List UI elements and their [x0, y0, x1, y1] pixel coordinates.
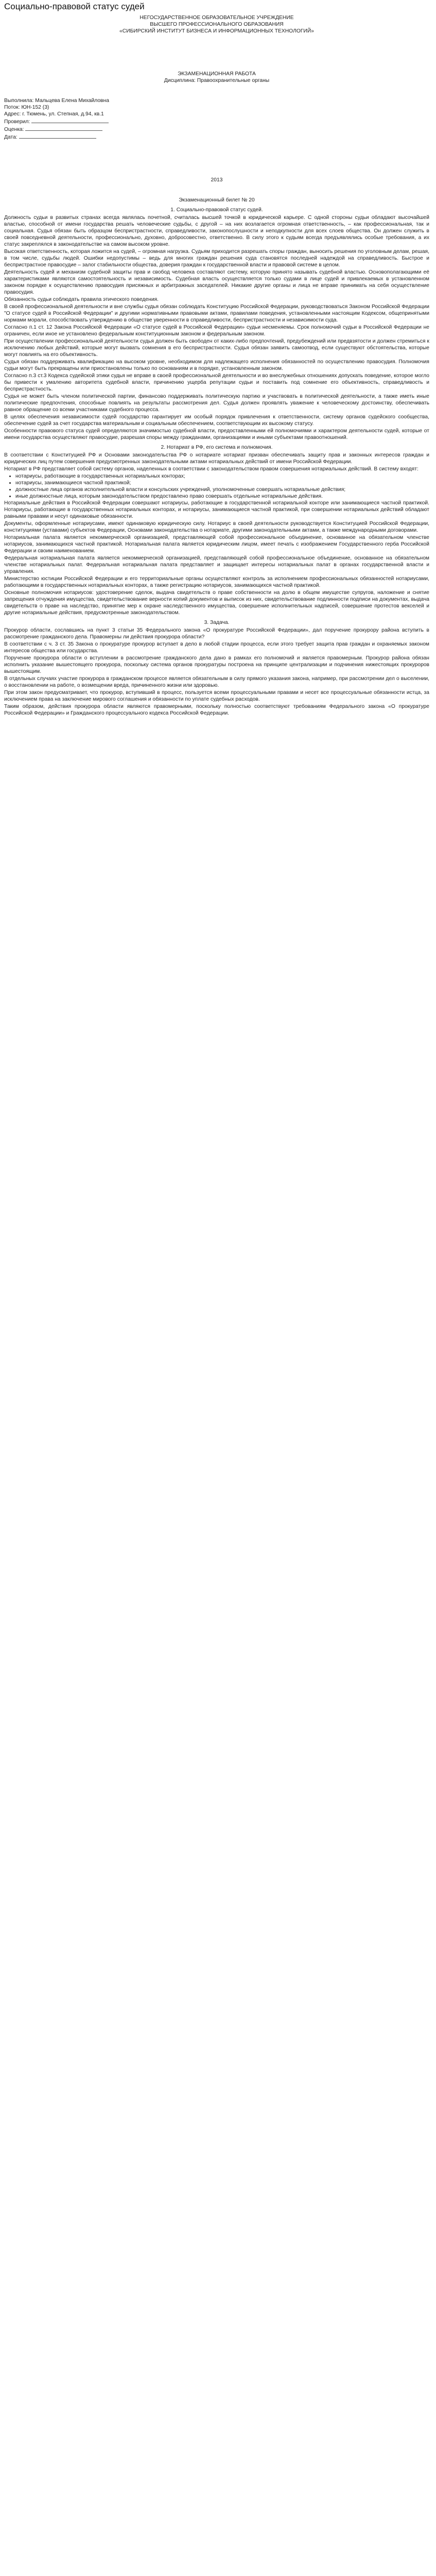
institution-line-1: НЕГОСУДАРСТВЕННОЕ ОБРАЗОВАТЕЛЬНОЕ УЧРЕЖДЕНИЕ	[139, 15, 294, 21]
notary-system-list	[4, 473, 429, 500]
question-3-body	[4, 627, 429, 717]
list-item: • нотариусы, работающие в государственных нотариальных конторах;	[15, 473, 429, 480]
question-3-heading: 3. Задача.	[204, 620, 230, 625]
paragraph: Обязанность судьи соблюдать правила этического поведения.	[4, 297, 159, 302]
paragraph: Согласно п.1 ст. 12 Закона Российской Федерации «О статусе судей в Российской Федерации» судьи несменяемы. Срок полномочий судьи в Российской Федерации не ограничен, если иное не установлено федеральным конституционным законом и федеральным законом.	[4, 325, 429, 337]
ticket-number: Экзаменационный билет № 20	[179, 197, 255, 203]
paragraph: Судья не может быть членом политической партии, финансово поддерживать политическую партию и участвовать в политической деятельности, а также иметь иные политические предпочтения, способные повлиять на результаты рассмотрения дел. Судья должен проявлять уважение к человеческому достоинству, обеспечивать равное обращение со всеми участниками судебного процесса.	[4, 394, 429, 413]
paragraph: Высокая ответственность, которая ложится на судей, – огромная нагрузка. Судьям приходится разрешать споры граждан, выносить решения по уголовным делам, решая, в том числе, судьбы людей. Ошибки недопустимы – ведь для многих граждан решения суда становятся последней надеждой на справедливость. Быстрое и беспристрастное правосудие – залог стабильности общества, доверия граждан к государственной власти и правовой системе в целом.	[4, 249, 429, 268]
paragraph: Согласно п.3 ст.3 Кодекса судейской этики судья не вправе в своей профессиональной деятельности и во внеслужебных отношениях допускать поведение, которое могло бы привести к умалению авторитета судебной власти, причинению ущерба репутации судьи и поставить под сомнение его объективность, справедливость и беспристрастность.	[4, 373, 429, 392]
list-item: • должностные лица органов исполнительной власти и консульских учреждений, уполномоченные совершать нотариальные действия;	[15, 486, 429, 493]
paragraph: Деятельность судей и механизм судебной защиты прав и свобод человека составляют систему, которую принято называть судебной властью. Основополагающими её характеристиками являются самостоятельность и независимость. Судебная власть осуществляется только судами в лице судей и привлекаемых в установленном законом порядке к осуществлению правосудия присяжных и арбитражных заседателей. Никакие другие органы и лица не вправе принимать на себя осуществление правосудия.	[4, 269, 429, 295]
paragraph: В соответствии с Конституцией РФ и Основами законодательства РФ о нотариате нотариат призван обеспечивать защиту прав и законных интересов граждан и юридических лиц путем совершения предусмотренных законодательными актами нотариальных действий от имени Российской Федерации.	[4, 452, 429, 465]
date-blank	[19, 133, 96, 139]
question-1-heading: 1. Социально-правовой статус судей.	[170, 207, 263, 213]
document-year: 2013	[211, 177, 223, 183]
paragraph: Федеральная нотариальная палата является некоммерческой организацией, представляющей собой профессиональное объединение, основанное на обязательном членстве нотариальных палат. Федеральная нотариальная палата представляет и защищает интересы нотариальных палат в органах государственной власти и управления.	[4, 555, 429, 574]
paragraph: Министерство юстиции Российской Федерации и его территориальные органы осуществляют контроль за исполнением профессиональных обязанностей нотариусами, работающими в государственных нотариальных конторах, а также регистрацию нотариусов, занимающихся частной практикой.	[4, 576, 429, 588]
exam-document	[4, 1, 429, 717]
checked-by-row	[4, 117, 429, 125]
paragraph: Особенности правового статуса судей определяются значимостью судебной власти, предоставленными ей полномочиями и характером деятельности судей, которые от имени государства осуществляют правосудие, разрешая споры между гражданами, организациями и иными субъектами правоотношений.	[4, 428, 429, 440]
paragraph: Нотариальная палата является некоммерческой организацией, представляющей собой профессиональное объединение, основанное на обязательном членстве нотариусов, занимающихся частной практикой. Нотариальная палата является юридическим лицом, имеет печать с изображением Государственного герба Российской Федерации и своим наименованием.	[4, 535, 429, 554]
question-2-body	[4, 452, 429, 616]
author-name: Выполнила: Мальцева Елена Михайловна	[4, 98, 109, 104]
spacer	[4, 183, 429, 197]
paragraph: Нотариат в РФ представляет собой систему органов, наделенных в соответствии с законодательством правом совершения нотариальных действий. В систему входят:	[4, 466, 418, 472]
paragraph: Должность судьи в развитых странах всегда являлась почетной, считалась высшей точкой в юридической карьере. С одной стороны судьи обладают высочайшей властью, способной от имени государства решать человеческие судьбы, с другой – на них возлагается огромная ответственность, – как профессиональная, так и социальная. Судья обязан быть образцом беспристрастности, справедливости, законопослушности и неподкупности для всех слоев общества. Он должен служить в своей повседневной деятельности, профессионально, духовно, добросовестно, ответственно. В силу этого к судьям всегда предъявлялись особые требования, а их статус закреплялся в законодательстве на самом высоком уровне.	[4, 215, 429, 247]
checked-by-label: Проверил:	[4, 119, 30, 125]
list-item: • иные должностные лица, которым законодательством предоставлено право совершать отдельные нотариальные действия.	[15, 493, 429, 500]
author-address: Адрес: г. Тюмень, ул. Степная, д.94, кв.1	[4, 111, 104, 117]
document-title: Социально-правовой статус судей	[4, 2, 145, 11]
grade-blank	[25, 125, 102, 131]
paragraph: Документы, оформленные нотариусами, имеют одинаковую юридическую силу. Нотариус в своей деятельности руководствуется Конституцией Российской Федерации, конституциями (уставами) субъектов Федерации, Основами законодательства о нотариате, другими законодательными актами, а также международными договорами.	[4, 521, 429, 533]
paragraph: В отдельных случаях участие прокурора в гражданском процессе является обязательным в силу прямого указания закона, например, при рассмотрении дел о выселении, о восстановлении на работе, о возмещении вреда, причиненного жизни или здоровью.	[4, 676, 429, 688]
paragraph: Основные полномочия нотариусов: удостоверение сделок, выдача свидетельств о праве собственности на долю в общем имуществе супругов, наложение и снятие запрещения отчуждения имущества, свидетельствование верности копий документов и выписок из них, свидетельствование подлинности подписи на документах, выдача свидетельств о праве на наследство, принятие мер к охране наследственного имущества, совершение исполнительных надписей, совершение протестов векселей и другие нотариальные действия, предусмотренные законодательством.	[4, 590, 429, 616]
paragraph: В целях обеспечения независимости судей государство гарантирует им особый порядок привлечения к ответственности, систему органов судейского сообщества, обеспечение судей за счет государства материальным и социальным обеспечением, соответствующим их высокому статусу.	[4, 414, 429, 427]
question-1-body	[4, 214, 429, 441]
paragraph: При осуществлении профессиональной деятельности судья должен быть свободен от каких-либо предпочтений, предубеждений или предвзятости и должен стремиться к исключению любых действий, которые могут вызвать сомнения в его беспристрастности. Судья обязан заявить самоотвод, если существуют обстоятельства, которые могут повлиять на его объективность.	[4, 338, 429, 358]
paragraph: В своей профессиональной деятельности и вне службы судья обязан соблюдать Конституцию Российской Федерации, руководствоваться Законом Российской Федерации "О статусе судей в Российской Федерации" и другими нормативными правовыми актами, правилами поведения, установленными настоящим Кодексом, общепринятыми нормами морали, способствовать утверждению в обществе уверенности в справедливости, беспристрастности и независимости суда.	[4, 304, 429, 323]
grade-row	[4, 125, 429, 133]
spacer	[4, 84, 429, 97]
discipline: Дисциплина: Правоохранительные органы	[164, 78, 270, 83]
list-item: • нотариусы, занимающиеся частной практикой;	[15, 480, 429, 486]
paragraph: Прокурор области, сославшись на пункт 3 статьи 35 Федерального закона «О прокуратуре Российской Федерации», дал поручение прокурору района вступить в рассмотрение гражданского дела. Правомерны ли действия прокурора области?	[4, 628, 429, 640]
author-group: Поток: ЮН-152 (3)	[4, 105, 49, 110]
date-label: Дата:	[4, 134, 18, 140]
paragraph: Судья обязан поддерживать квалификацию на высоком уровне, необходимом для надлежащего исполнения обязанностей по осуществлению правосудия. Полномочия судьи могут быть прекращены или приостановлены только по основаниям и в порядке, установленным законом.	[4, 359, 429, 371]
date-row	[4, 133, 429, 141]
paragraph: Таким образом, действия прокурора области являются правомерными, поскольку полностью соответствуют требованиям Федерального закона «О прокуратуре Российской Федерации» и Гражданского процессуального кодекса Российской Федерации.	[4, 704, 429, 716]
paragraph: Нотариальные действия в Российской Федерации совершают нотариусы, работающие в государственной нотариальной конторе или занимающиеся частной практикой. Нотариусы, работающие в государственных нотариальных конторах, и нотариусы, занимающиеся частной практикой, при совершении нотариальных действий обладают равными правами и несут одинаковые обязанности.	[4, 500, 429, 519]
institution-line-3: «СИБИРСКИЙ ИНСТИТУТ БИЗНЕСА И ИНФОРМАЦИОННЫХ ТЕХНОЛОГИЙ»	[119, 28, 314, 34]
checked-by-blank	[31, 117, 109, 123]
paragraph: Поручение прокурора области о вступлении в рассмотрение гражданского дела дано в рамках его полномочий и является правомерным. Прокурор района обязан исполнить указание вышестоящего прокурора, поскольку система органов прокуратуры построена на принципе централизации и подчинения нижестоящих прокуроров вышестоящим.	[4, 655, 429, 674]
spacer	[4, 141, 429, 177]
paragraph: При этом закон предусматривает, что прокурор, вступивший в процесс, пользуется всеми процессуальными правами и несет все процессуальные обязанности истца, за исключением права на заключение мирового соглашения и обязанности по уплате судебных расходов.	[4, 690, 429, 702]
spacer	[4, 35, 429, 71]
grade-label: Оценка:	[4, 127, 24, 132]
institution-line-2: ВЫСШЕГО ПРОФЕССИОНАЛЬНОГО ОБРАЗОВАНИЯ	[150, 22, 284, 27]
work-type: ЭКЗАМЕНАЦИОННАЯ РАБОТА	[178, 71, 256, 77]
question-2-heading: 2. Нотариат в РФ, его система и полномочия.	[161, 445, 273, 450]
paragraph: В соответствии с ч. 3 ст. 35 Закона о прокуратуре прокурор вступает в дело в любой стадии процесса, если этого требует защита прав граждан и охраняемых законом интересов общества или государства.	[4, 641, 429, 654]
